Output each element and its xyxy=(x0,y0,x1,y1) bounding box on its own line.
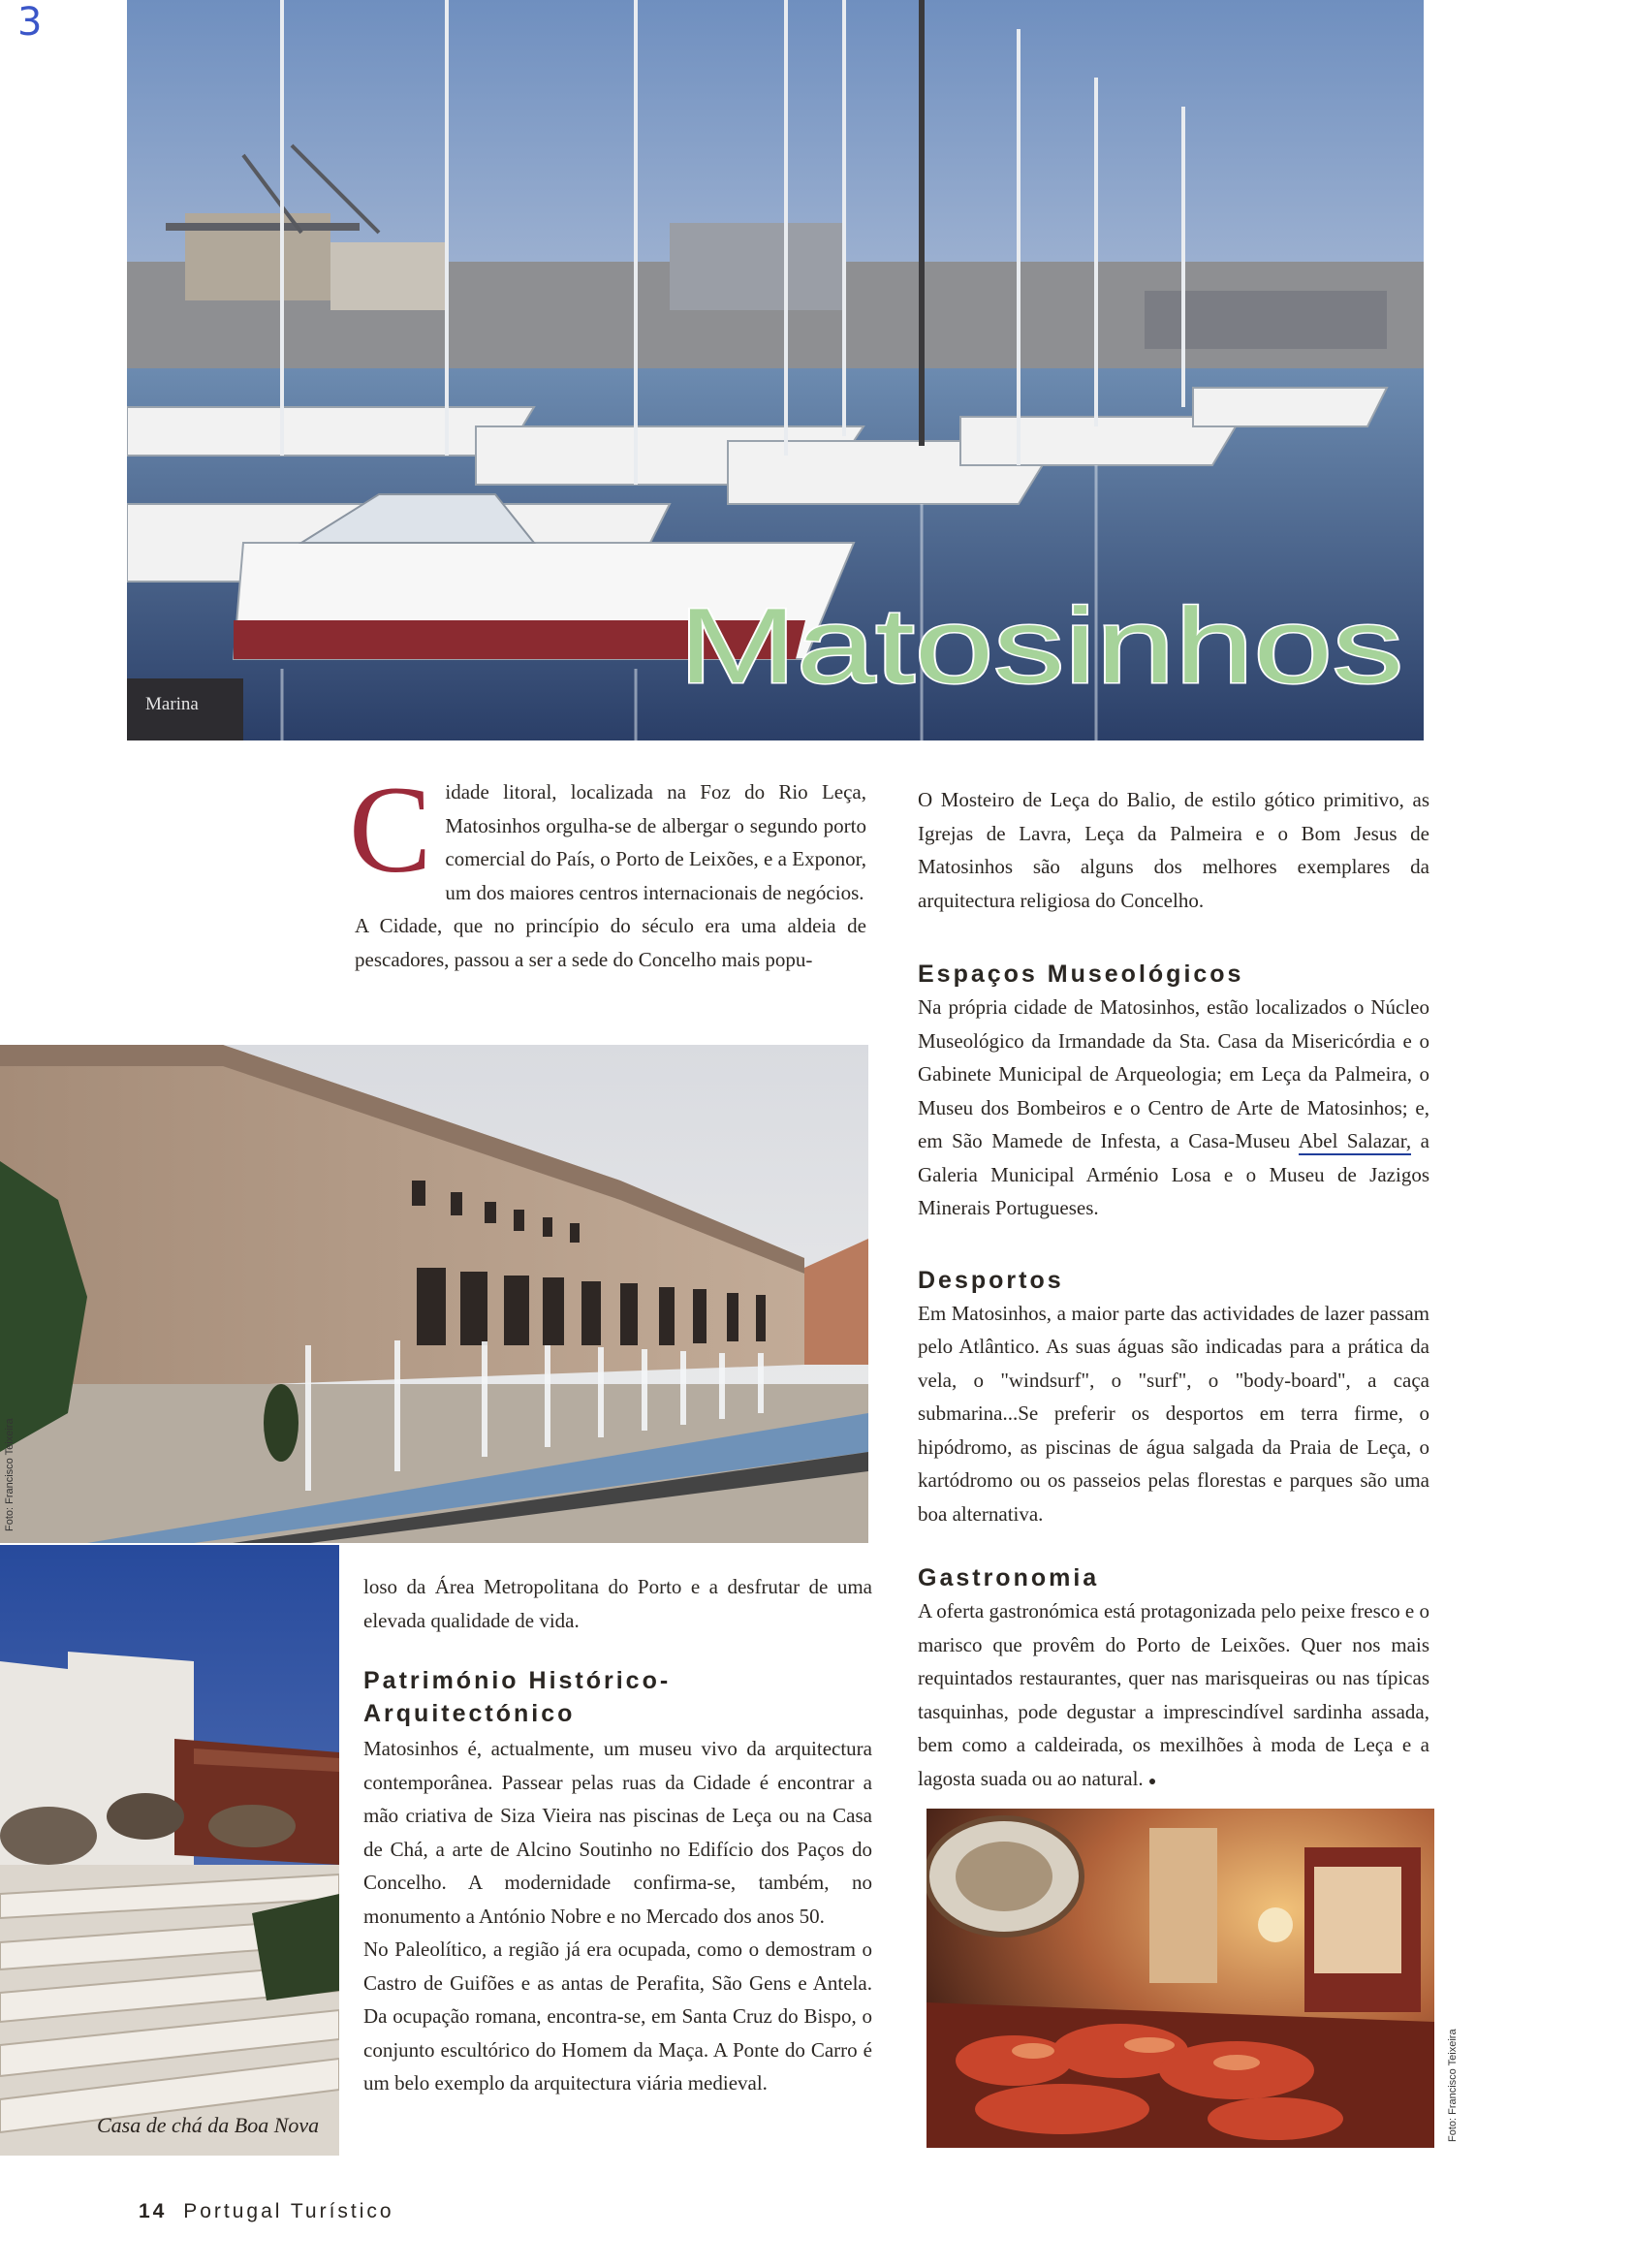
hero-title xyxy=(678,593,1415,700)
hero-title-text: Matosinhos xyxy=(678,593,1403,700)
patrimonio-paragraph-1: Matosinhos é, actualmente, um museu vivo da arquitectura contemporânea. Passear pelas ruas da Cidade é encontrar a mão criativa de Siza Vieira nas piscinas de Leça ou na Casa de Chá, a arte de Alcino Soutinho no Edifício dos Paços do Concelho. A modernidade confirma-se, também, no monumento a António Nobre e no Mercado dos anos 50. xyxy=(363,1737,872,1928)
drop-cap: C xyxy=(349,761,432,898)
building-photo-credit: Foto: Francisco Teixeira xyxy=(4,1418,16,1531)
gastronomia-heading: Gastronomia xyxy=(918,1564,1100,1591)
patrimonio-paragraph-2: No Paleolítico, a região já era ocupada, como o demostram o Castro de Guifões e as antas de Perafita, São Gens e Antela. Da ocupação romana, encontra-se, em Santa Cruz do Bispo, o conjunto escultórico do Homem da Maça. A Ponte do Carro é um belo exemplo da arquitectura viária medieval. xyxy=(363,1937,872,2095)
page-mark: 3 xyxy=(17,0,43,45)
intro-block xyxy=(349,761,866,976)
gastronomia-paragraph xyxy=(918,1594,1429,1799)
hero-caption: Marina xyxy=(145,694,199,714)
museologicos-text-2: a Galeria Municipal Arménio Losa e o Museu de Jazigos Minerais Portugueses. xyxy=(918,1129,1429,1219)
tea-house-caption: Casa de chá da Boa Nova xyxy=(97,2113,320,2137)
museologicos-heading: Espaços Museológicos xyxy=(918,961,1244,988)
restaurant-photo-credit: Foto: Francisco Teixeira xyxy=(1447,2029,1459,2142)
page-number: 14 xyxy=(139,2200,168,2222)
page-footer xyxy=(139,2200,394,2223)
gastronomia-text: A oferta gastronómica está protagonizada pelo peixe fresco e o marisco que provêm do Porto de Leixões. Quer nos mais requintados restaurantes, quer nas marisqueiras ou nas típicas tasquinhas, pode degustar a imprescindível sardinha assada, bem como a caldeirada, os mexilhões à moda de Leça e a lagosta suada ou ao natural. xyxy=(918,1599,1429,1790)
mosteiro-paragraph: O Mosteiro de Leça do Balio, de estilo gótico primitivo, as Igrejas de Lavra, Leça da Palmeira e o Bom Jesus de Matosinhos são alguns dos melhores exemplares da arquitectura religiosa do Concelho. xyxy=(918,788,1429,912)
right-column xyxy=(918,783,1429,1799)
museologicos-text-1: Na própria cidade de Matosinhos, estão localizados o Núcleo Museológico da Irmandade da Sta. Casa da Misericórdia e o Gabinete Municipal de Arqueologia; em Leça da Palmeira, o Museu dos Bombeiros e o Centro de Arte de Matosinhos; e, em São Mamede de Infesta, a Casa-Museu xyxy=(918,995,1429,1152)
left-column-lower xyxy=(363,1570,872,2100)
intro-lead: idade litoral, localizada na Foz do Rio Leça, Matosinhos orgulha-se de albergar o segundo porto comercial do País, o Porto de Leixões, e a Exponor, um dos maiores centros internacionais de negócios. xyxy=(445,780,866,904)
intro-continuation-2: loso da Área Metropolitana do Porto e a desfrutar de uma elevada qualidade de vida. xyxy=(363,1575,872,1632)
museologicos-paragraph xyxy=(918,991,1429,1225)
intro-continuation: A Cidade, que no princípio do século era uma aldeia de pescadores, passou a ser a sede do Concelho mais popu- xyxy=(355,914,866,971)
restaurant-seafood-photo xyxy=(926,1809,1434,2148)
building-fountains-photo xyxy=(0,1045,868,1543)
end-mark-icon: ● xyxy=(1147,1774,1157,1789)
handwritten-underline: Abel Salazar, xyxy=(1299,1129,1412,1155)
magazine-name: Portugal Turístico xyxy=(183,2200,394,2222)
tea-house-photo xyxy=(0,1545,339,2156)
patrimonio-heading: Património Histórico-Arquitectónico xyxy=(363,1667,672,1727)
desportos-heading: Desportos xyxy=(918,1266,1064,1294)
intro-paragraph xyxy=(349,761,866,909)
desportos-paragraph: Em Matosinhos, a maior parte das actividades de lazer passam pelo Atlântico. As suas águas são indicadas para a prática da vela, o "windsurf", o "surf", o "body-board", a caça submarina...Se preferir os desportos em terra firme, o hipódromo, as piscinas de água salgada da Praia de Leça, o kartódromo ou os passeios pelas florestas e parques são uma boa alternativa. xyxy=(918,1301,1429,1526)
